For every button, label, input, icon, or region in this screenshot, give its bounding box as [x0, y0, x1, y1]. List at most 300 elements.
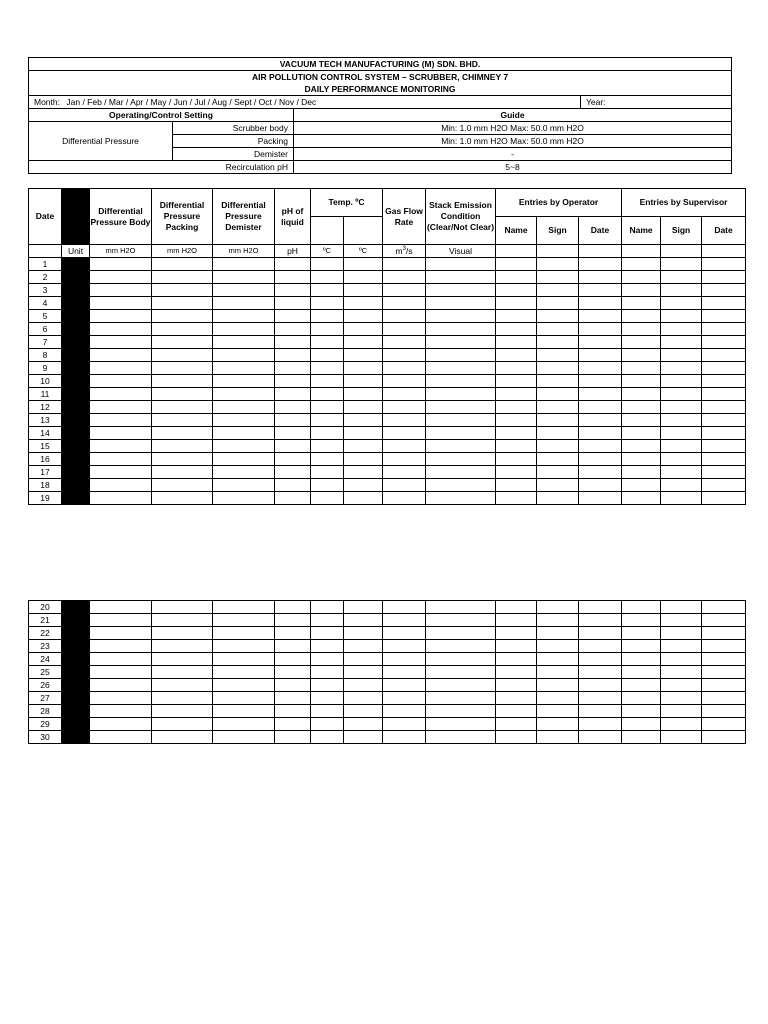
entry-cell[interactable]: [702, 375, 746, 388]
entry-cell[interactable]: [579, 258, 622, 271]
entry-cell[interactable]: [496, 375, 537, 388]
entry-cell[interactable]: [426, 653, 496, 666]
entry-cell[interactable]: [90, 297, 152, 310]
entry-cell[interactable]: [537, 375, 579, 388]
entry-cell[interactable]: [426, 679, 496, 692]
entry-cell[interactable]: [383, 375, 426, 388]
entry-cell[interactable]: [537, 362, 579, 375]
entry-cell[interactable]: [344, 627, 383, 640]
entry-cell[interactable]: [537, 297, 579, 310]
entry-cell[interactable]: [344, 692, 383, 705]
entry-cell[interactable]: [702, 336, 746, 349]
entry-cell[interactable]: [275, 692, 311, 705]
entry-cell[interactable]: [622, 492, 661, 505]
entry-cell[interactable]: [311, 627, 344, 640]
entry-cell[interactable]: [383, 427, 426, 440]
entry-cell[interactable]: [383, 453, 426, 466]
entry-cell[interactable]: [702, 705, 746, 718]
entry-cell[interactable]: [213, 297, 275, 310]
entry-cell[interactable]: [496, 336, 537, 349]
entry-cell[interactable]: [622, 453, 661, 466]
entry-cell[interactable]: [90, 679, 152, 692]
entry-cell[interactable]: [622, 627, 661, 640]
entry-cell[interactable]: [702, 466, 746, 479]
entry-cell[interactable]: [426, 440, 496, 453]
entry-cell[interactable]: [702, 271, 746, 284]
entry-cell[interactable]: [702, 401, 746, 414]
entry-cell[interactable]: [579, 718, 622, 731]
entry-cell[interactable]: [213, 414, 275, 427]
entry-cell[interactable]: [152, 731, 213, 744]
entry-cell[interactable]: [152, 271, 213, 284]
entry-cell[interactable]: [383, 349, 426, 362]
entry-cell[interactable]: [426, 375, 496, 388]
entry-cell[interactable]: [702, 640, 746, 653]
entry-cell[interactable]: [661, 297, 702, 310]
entry-cell[interactable]: [702, 297, 746, 310]
entry-cell[interactable]: [311, 718, 344, 731]
entry-cell[interactable]: [702, 692, 746, 705]
entry-cell[interactable]: [579, 297, 622, 310]
entry-cell[interactable]: [152, 640, 213, 653]
entry-cell[interactable]: [344, 414, 383, 427]
entry-cell[interactable]: [275, 705, 311, 718]
entry-cell[interactable]: [344, 479, 383, 492]
entry-cell[interactable]: [213, 388, 275, 401]
entry-cell[interactable]: [622, 440, 661, 453]
entry-cell[interactable]: [661, 479, 702, 492]
entry-cell[interactable]: [537, 627, 579, 640]
entry-cell[interactable]: [152, 718, 213, 731]
entry-cell[interactable]: [661, 323, 702, 336]
entry-cell[interactable]: [344, 362, 383, 375]
entry-cell[interactable]: [426, 258, 496, 271]
entry-cell[interactable]: [213, 679, 275, 692]
entry-cell[interactable]: [426, 336, 496, 349]
entry-cell[interactable]: [537, 349, 579, 362]
entry-cell[interactable]: [426, 427, 496, 440]
entry-cell[interactable]: [344, 601, 383, 614]
entry-cell[interactable]: [426, 271, 496, 284]
entry-cell[interactable]: [426, 401, 496, 414]
entry-cell[interactable]: [90, 453, 152, 466]
entry-cell[interactable]: [344, 401, 383, 414]
entry-cell[interactable]: [90, 601, 152, 614]
entry-cell[interactable]: [275, 679, 311, 692]
entry-cell[interactable]: [213, 401, 275, 414]
entry-cell[interactable]: [213, 427, 275, 440]
entry-cell[interactable]: [622, 323, 661, 336]
entry-cell[interactable]: [426, 362, 496, 375]
entry-cell[interactable]: [579, 427, 622, 440]
entry-cell[interactable]: [496, 271, 537, 284]
entry-cell[interactable]: [426, 705, 496, 718]
entry-cell[interactable]: [275, 297, 311, 310]
entry-cell[interactable]: [311, 258, 344, 271]
entry-cell[interactable]: [426, 310, 496, 323]
entry-cell[interactable]: [661, 375, 702, 388]
entry-cell[interactable]: [702, 258, 746, 271]
entry-cell[interactable]: [496, 388, 537, 401]
entry-cell[interactable]: [579, 271, 622, 284]
entry-cell[interactable]: [702, 310, 746, 323]
entry-cell[interactable]: [311, 692, 344, 705]
entry-cell[interactable]: [661, 401, 702, 414]
entry-cell[interactable]: [579, 466, 622, 479]
entry-cell[interactable]: [661, 731, 702, 744]
entry-cell[interactable]: [579, 614, 622, 627]
entry-cell[interactable]: [661, 666, 702, 679]
entry-cell[interactable]: [383, 466, 426, 479]
entry-cell[interactable]: [579, 362, 622, 375]
entry-cell[interactable]: [537, 323, 579, 336]
entry-cell[interactable]: [311, 336, 344, 349]
entry-cell[interactable]: [496, 705, 537, 718]
entry-cell[interactable]: [213, 492, 275, 505]
entry-cell[interactable]: [702, 323, 746, 336]
entry-cell[interactable]: [537, 731, 579, 744]
entry-cell[interactable]: [426, 666, 496, 679]
entry-cell[interactable]: [496, 427, 537, 440]
entry-cell[interactable]: [661, 362, 702, 375]
entry-cell[interactable]: [213, 258, 275, 271]
entry-cell[interactable]: [152, 705, 213, 718]
entry-cell[interactable]: [622, 640, 661, 653]
entry-cell[interactable]: [311, 666, 344, 679]
entry-cell[interactable]: [622, 614, 661, 627]
entry-cell[interactable]: [90, 705, 152, 718]
entry-cell[interactable]: [275, 349, 311, 362]
entry-cell[interactable]: [213, 336, 275, 349]
entry-cell[interactable]: [579, 284, 622, 297]
entry-cell[interactable]: [383, 653, 426, 666]
entry-cell[interactable]: [344, 427, 383, 440]
entry-cell[interactable]: [90, 414, 152, 427]
entry-cell[interactable]: [344, 258, 383, 271]
entry-cell[interactable]: [344, 492, 383, 505]
entry-cell[interactable]: [383, 414, 426, 427]
entry-cell[interactable]: [496, 453, 537, 466]
entry-cell[interactable]: [622, 666, 661, 679]
entry-cell[interactable]: [622, 336, 661, 349]
entry-cell[interactable]: [344, 640, 383, 653]
entry-cell[interactable]: [311, 388, 344, 401]
entry-cell[interactable]: [661, 492, 702, 505]
entry-cell[interactable]: [344, 440, 383, 453]
entry-cell[interactable]: [537, 640, 579, 653]
entry-cell[interactable]: [311, 492, 344, 505]
entry-cell[interactable]: [275, 731, 311, 744]
entry-cell[interactable]: [344, 271, 383, 284]
entry-cell[interactable]: [622, 414, 661, 427]
entry-cell[interactable]: [702, 601, 746, 614]
entry-cell[interactable]: [383, 336, 426, 349]
entry-cell[interactable]: [275, 258, 311, 271]
entry-cell[interactable]: [275, 614, 311, 627]
entry-cell[interactable]: [383, 401, 426, 414]
entry-cell[interactable]: [622, 679, 661, 692]
year-field[interactable]: [581, 96, 732, 109]
entry-cell[interactable]: [90, 440, 152, 453]
entry-cell[interactable]: [152, 492, 213, 505]
entry-cell[interactable]: [275, 401, 311, 414]
entry-cell[interactable]: [213, 601, 275, 614]
entry-cell[interactable]: [702, 414, 746, 427]
entry-cell[interactable]: [90, 427, 152, 440]
entry-cell[interactable]: [537, 401, 579, 414]
entry-cell[interactable]: [661, 705, 702, 718]
entry-cell[interactable]: [213, 692, 275, 705]
entry-cell[interactable]: [661, 310, 702, 323]
entry-cell[interactable]: [90, 362, 152, 375]
entry-cell[interactable]: [344, 349, 383, 362]
entry-cell[interactable]: [383, 614, 426, 627]
entry-cell[interactable]: [311, 601, 344, 614]
entry-cell[interactable]: [152, 414, 213, 427]
entry-cell[interactable]: [496, 653, 537, 666]
entry-cell[interactable]: [537, 414, 579, 427]
entry-cell[interactable]: [622, 284, 661, 297]
entry-cell[interactable]: [344, 323, 383, 336]
entry-cell[interactable]: [537, 692, 579, 705]
entry-cell[interactable]: [311, 310, 344, 323]
entry-cell[interactable]: [344, 466, 383, 479]
entry-cell[interactable]: [383, 310, 426, 323]
entry-cell[interactable]: [275, 466, 311, 479]
entry-cell[interactable]: [383, 492, 426, 505]
entry-cell[interactable]: [383, 440, 426, 453]
entry-cell[interactable]: [275, 427, 311, 440]
entry-cell[interactable]: [537, 492, 579, 505]
entry-cell[interactable]: [537, 271, 579, 284]
entry-cell[interactable]: [496, 401, 537, 414]
entry-cell[interactable]: [213, 271, 275, 284]
entry-cell[interactable]: [275, 601, 311, 614]
entry-cell[interactable]: [496, 323, 537, 336]
entry-cell[interactable]: [579, 440, 622, 453]
entry-cell[interactable]: [383, 284, 426, 297]
entry-cell[interactable]: [537, 440, 579, 453]
entry-cell[interactable]: [702, 679, 746, 692]
entry-cell[interactable]: [213, 323, 275, 336]
entry-cell[interactable]: [702, 284, 746, 297]
entry-cell[interactable]: [702, 453, 746, 466]
entry-cell[interactable]: [152, 349, 213, 362]
entry-cell[interactable]: [275, 271, 311, 284]
entry-cell[interactable]: [152, 401, 213, 414]
entry-cell[interactable]: [152, 679, 213, 692]
entry-cell[interactable]: [622, 705, 661, 718]
entry-cell[interactable]: [579, 666, 622, 679]
entry-cell[interactable]: [152, 453, 213, 466]
entry-cell[interactable]: [90, 627, 152, 640]
entry-cell[interactable]: [90, 271, 152, 284]
entry-cell[interactable]: [90, 466, 152, 479]
entry-cell[interactable]: [152, 653, 213, 666]
entry-cell[interactable]: [426, 627, 496, 640]
entry-cell[interactable]: [579, 692, 622, 705]
entry-cell[interactable]: [90, 492, 152, 505]
entry-cell[interactable]: [622, 401, 661, 414]
entry-cell[interactable]: [496, 310, 537, 323]
entry-cell[interactable]: [90, 323, 152, 336]
entry-cell[interactable]: [90, 731, 152, 744]
entry-cell[interactable]: [537, 388, 579, 401]
entry-cell[interactable]: [661, 466, 702, 479]
entry-cell[interactable]: [702, 492, 746, 505]
entry-cell[interactable]: [90, 375, 152, 388]
entry-cell[interactable]: [90, 692, 152, 705]
entry-cell[interactable]: [579, 453, 622, 466]
entry-cell[interactable]: [496, 666, 537, 679]
entry-cell[interactable]: [311, 349, 344, 362]
entry-cell[interactable]: [383, 731, 426, 744]
entry-cell[interactable]: [311, 362, 344, 375]
entry-cell[interactable]: [496, 679, 537, 692]
entry-cell[interactable]: [579, 323, 622, 336]
entry-cell[interactable]: [152, 388, 213, 401]
entry-cell[interactable]: [275, 375, 311, 388]
entry-cell[interactable]: [622, 297, 661, 310]
entry-cell[interactable]: [275, 440, 311, 453]
entry-cell[interactable]: [90, 258, 152, 271]
entry-cell[interactable]: [661, 271, 702, 284]
entry-cell[interactable]: [152, 440, 213, 453]
entry-cell[interactable]: [152, 427, 213, 440]
entry-cell[interactable]: [213, 718, 275, 731]
entry-cell[interactable]: [344, 718, 383, 731]
entry-cell[interactable]: [275, 453, 311, 466]
entry-cell[interactable]: [661, 414, 702, 427]
entry-cell[interactable]: [90, 666, 152, 679]
entry-cell[interactable]: [622, 258, 661, 271]
entry-cell[interactable]: [213, 653, 275, 666]
entry-cell[interactable]: [579, 492, 622, 505]
entry-cell[interactable]: [537, 666, 579, 679]
entry-cell[interactable]: [426, 640, 496, 653]
entry-cell[interactable]: [311, 653, 344, 666]
entry-cell[interactable]: [213, 440, 275, 453]
entry-cell[interactable]: [152, 666, 213, 679]
entry-cell[interactable]: [702, 627, 746, 640]
entry-cell[interactable]: [344, 453, 383, 466]
entry-cell[interactable]: [383, 718, 426, 731]
entry-cell[interactable]: [311, 614, 344, 627]
entry-cell[interactable]: [426, 731, 496, 744]
entry-cell[interactable]: [275, 414, 311, 427]
entry-cell[interactable]: [311, 440, 344, 453]
entry-cell[interactable]: [702, 349, 746, 362]
entry-cell[interactable]: [383, 258, 426, 271]
entry-cell[interactable]: [275, 336, 311, 349]
entry-cell[interactable]: [426, 297, 496, 310]
entry-cell[interactable]: [661, 614, 702, 627]
entry-cell[interactable]: [213, 375, 275, 388]
entry-cell[interactable]: [579, 679, 622, 692]
entry-cell[interactable]: [622, 362, 661, 375]
entry-cell[interactable]: [90, 349, 152, 362]
entry-cell[interactable]: [426, 349, 496, 362]
entry-cell[interactable]: [344, 375, 383, 388]
entry-cell[interactable]: [90, 401, 152, 414]
entry-cell[interactable]: [426, 479, 496, 492]
entry-cell[interactable]: [661, 679, 702, 692]
entry-cell[interactable]: [344, 310, 383, 323]
entry-cell[interactable]: [537, 336, 579, 349]
entry-cell[interactable]: [622, 718, 661, 731]
entry-cell[interactable]: [311, 401, 344, 414]
entry-cell[interactable]: [383, 479, 426, 492]
entry-cell[interactable]: [213, 627, 275, 640]
entry-cell[interactable]: [661, 601, 702, 614]
entry-cell[interactable]: [275, 640, 311, 653]
entry-cell[interactable]: [702, 388, 746, 401]
entry-cell[interactable]: [383, 627, 426, 640]
entry-cell[interactable]: [152, 362, 213, 375]
entry-cell[interactable]: [579, 414, 622, 427]
entry-cell[interactable]: [152, 297, 213, 310]
entry-cell[interactable]: [661, 440, 702, 453]
entry-cell[interactable]: [702, 666, 746, 679]
entry-cell[interactable]: [579, 336, 622, 349]
entry-cell[interactable]: [213, 453, 275, 466]
entry-cell[interactable]: [383, 679, 426, 692]
entry-cell[interactable]: [344, 705, 383, 718]
entry-cell[interactable]: [537, 258, 579, 271]
entry-cell[interactable]: [496, 692, 537, 705]
entry-cell[interactable]: [311, 271, 344, 284]
entry-cell[interactable]: [537, 427, 579, 440]
entry-cell[interactable]: [213, 310, 275, 323]
entry-cell[interactable]: [90, 653, 152, 666]
entry-cell[interactable]: [579, 640, 622, 653]
entry-cell[interactable]: [496, 627, 537, 640]
entry-cell[interactable]: [426, 453, 496, 466]
entry-cell[interactable]: [383, 666, 426, 679]
entry-cell[interactable]: [537, 284, 579, 297]
entry-cell[interactable]: [213, 640, 275, 653]
entry-cell[interactable]: [213, 705, 275, 718]
entry-cell[interactable]: [311, 427, 344, 440]
entry-cell[interactable]: [152, 310, 213, 323]
entry-cell[interactable]: [275, 627, 311, 640]
entry-cell[interactable]: [213, 731, 275, 744]
entry-cell[interactable]: [496, 640, 537, 653]
entry-cell[interactable]: [344, 653, 383, 666]
entry-cell[interactable]: [344, 336, 383, 349]
entry-cell[interactable]: [537, 614, 579, 627]
entry-cell[interactable]: [213, 349, 275, 362]
entry-cell[interactable]: [661, 388, 702, 401]
entry-cell[interactable]: [383, 362, 426, 375]
entry-cell[interactable]: [275, 310, 311, 323]
entry-cell[interactable]: [622, 466, 661, 479]
entry-cell[interactable]: [661, 640, 702, 653]
entry-cell[interactable]: [275, 323, 311, 336]
entry-cell[interactable]: [344, 297, 383, 310]
entry-cell[interactable]: [537, 479, 579, 492]
entry-cell[interactable]: [579, 705, 622, 718]
entry-cell[interactable]: [579, 627, 622, 640]
entry-cell[interactable]: [344, 731, 383, 744]
entry-cell[interactable]: [496, 284, 537, 297]
entry-cell[interactable]: [152, 336, 213, 349]
entry-cell[interactable]: [496, 731, 537, 744]
entry-cell[interactable]: [702, 440, 746, 453]
entry-cell[interactable]: [213, 284, 275, 297]
entry-cell[interactable]: [152, 375, 213, 388]
entry-cell[interactable]: [275, 666, 311, 679]
